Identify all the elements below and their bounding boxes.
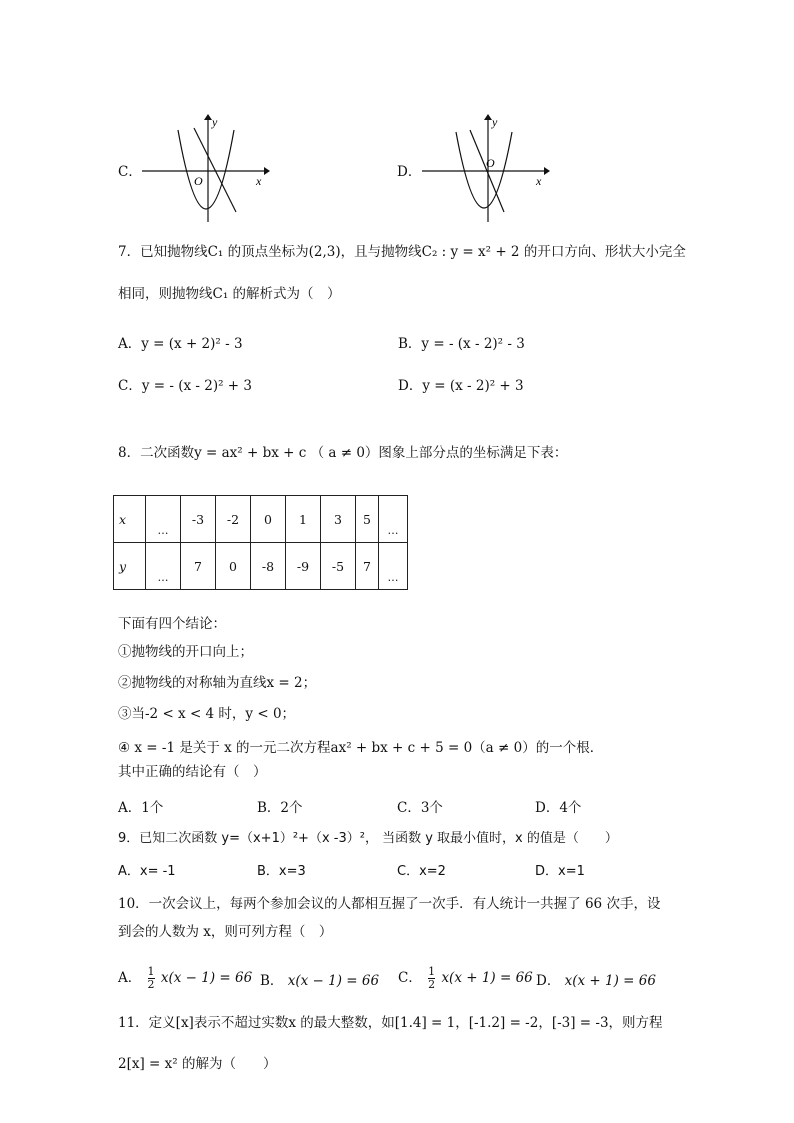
- q7-stem-line1: 7．已知抛物线C₁ 的顶点坐标为(2,3)，且与抛物线C₂ : y = x² + 2 的开口方向、形状大小完全: [118, 244, 686, 260]
- q9-option-c: C．x=2: [397, 864, 446, 879]
- q8-option-d: D．4个: [535, 800, 582, 816]
- one-half-fraction: 1 2: [147, 965, 155, 991]
- q7-option-c: C．y = - (x - 2)² + 3: [118, 378, 252, 394]
- q8-intro: 下面有四个结论：: [118, 616, 226, 632]
- q6-option-d-label: D．: [397, 164, 422, 180]
- table-cell: 1: [286, 496, 321, 543]
- q6d-origin-label: O: [486, 156, 495, 170]
- q9-option-b: B．x=3: [257, 864, 306, 879]
- table-cell: 3: [321, 496, 356, 543]
- table-cell: -5: [321, 543, 356, 590]
- q8-question: 其中正确的结论有（ ）: [118, 764, 267, 780]
- table-cell: -2: [216, 496, 251, 543]
- q10-option-b: B． x(x − 1) = 66: [260, 973, 380, 989]
- q8-conclusion-1: ①抛物线的开口向上；: [118, 644, 253, 660]
- table-cell: …: [379, 543, 408, 590]
- q8-stem: 8．二次函数y = ax² + bx + c （ a ≠ 0）图象上部分点的坐标满足下表：: [118, 445, 568, 461]
- q7-option-d: D．y = (x - 2)² + 3: [398, 378, 524, 394]
- table-cell: …: [146, 543, 181, 590]
- table-cell: -8: [251, 543, 286, 590]
- q6c-y-label: y: [212, 115, 218, 129]
- table-cell: -3: [181, 496, 216, 543]
- q8-conclusion-4: ④ x = -1 是关于 x 的一元二次方程ax² + bx + c + 5 = 0（a ≠ 0）的一个根．: [118, 740, 604, 756]
- q8-option-a: A．1个: [118, 800, 164, 816]
- table-cell: 7: [356, 543, 379, 590]
- q10-stem-line2: 到会的人数为 x，则可列方程（ ）: [118, 924, 333, 940]
- q6d-x-label: x: [536, 174, 542, 188]
- table-cell: x: [114, 496, 146, 543]
- q6-option-d-graph: [420, 112, 550, 224]
- q7-option-b: B．y = - (x - 2)² - 3: [398, 336, 525, 352]
- table-row-x: [114, 496, 408, 543]
- q11-stem-line2: 2[x] = x² 的解为（ ）: [118, 1056, 277, 1072]
- q10-option-a: A． 1 2 x(x − 1) = 66: [118, 965, 253, 991]
- table-cell: y: [114, 543, 146, 590]
- q8-option-c: C．3个: [397, 800, 443, 816]
- one-half-fraction: 1 2: [428, 965, 436, 991]
- table-cell: 0: [216, 543, 251, 590]
- table-cell: …: [379, 496, 408, 543]
- q7-stem-line2: 相同，则抛物线C₁ 的解析式为（ ）: [118, 286, 341, 302]
- q8-value-table: [113, 495, 408, 590]
- q8-conclusion-2: ②抛物线的对称轴为直线x = 2；: [118, 675, 317, 691]
- q6d-y-label: y: [492, 115, 498, 129]
- q8-conclusion-3: ③当-2 < x < 4 时，y < 0；: [118, 706, 296, 722]
- q6c-origin-label: O: [194, 174, 203, 188]
- table-cell: -9: [286, 543, 321, 590]
- q7-option-a: A．y = (x + 2)² - 3: [118, 336, 243, 352]
- table-cell: …: [146, 496, 181, 543]
- q11-stem-line1: 11．定义[x]表示不超过实数x 的最大整数，如[1.4] = 1，[-1.2] = -2，[-3] = -3，则方程: [118, 1015, 663, 1031]
- table-cell: 7: [181, 543, 216, 590]
- q6c-x-label: x: [256, 174, 262, 188]
- table-cell: 5: [356, 496, 379, 543]
- table-row-y: [114, 543, 408, 590]
- q10-option-c: C． 1 2 x(x + 1) = 66: [398, 965, 533, 991]
- q9-stem: 9．已知二次函数 y=（x+1）²+（x -3）²， 当函数 y 取最小值时，x 的值是（ ）: [118, 831, 618, 846]
- q10-stem-line1: 10．一次会议上，每两个参加会议的人都相互握了一次手．有人统计一共握了 66 次手，设: [118, 896, 661, 912]
- q6-option-c-graph: [140, 112, 270, 224]
- q9-option-a: A．x= -1: [118, 864, 176, 879]
- q6-option-c-label: C．: [118, 164, 142, 180]
- q10-option-d: D． x(x + 1) = 66: [536, 973, 656, 989]
- q9-option-d: D．x=1: [535, 864, 585, 879]
- table-cell: 0: [251, 496, 286, 543]
- q8-option-b: B．2个: [257, 800, 303, 816]
